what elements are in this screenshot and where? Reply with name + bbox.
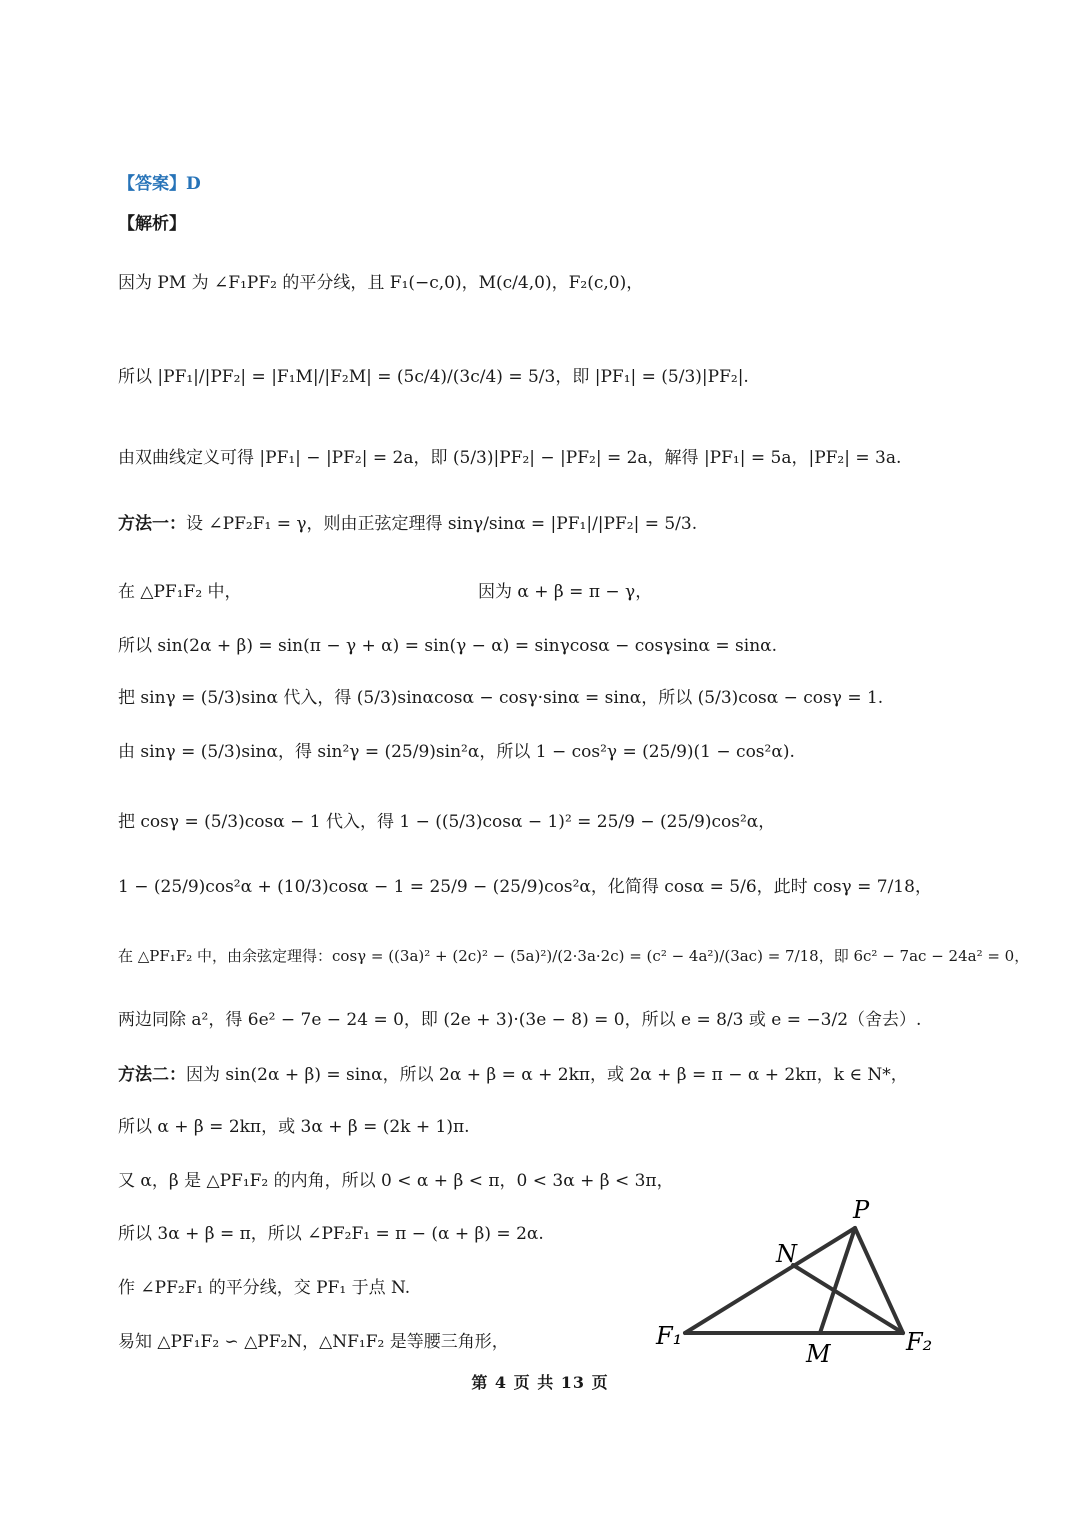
text-line: 把 sinγ = (5/3)sinα 代入，得 (5/3)sinαcosα − cosγ·sinα = sinα，所以 (5/3)cosα − cosγ = 1. xyxy=(118,688,884,708)
segment-f1-p xyxy=(685,1228,855,1333)
analysis-label: 【解析】 xyxy=(118,214,186,234)
text-line: 两边同除 a²，得 6e² − 7e − 24 = 0，即 (2e + 3)·(3e − 8) = 0，所以 e = 8/3 或 e = −3/2（舍去）. xyxy=(118,1010,922,1030)
text-line: 所以 3α + β = π，所以 ∠PF₂F₁ = π − (α + β) = 2α. xyxy=(118,1224,544,1244)
answer-value: D xyxy=(186,174,201,194)
text-line: 由双曲线定义可得 |PF₁| − |PF₂| = 2a，即 (5/3)|PF₂| − |PF₂| = 2a，解得 |PF₁| = 5a，|PF₂| = 3a. xyxy=(118,448,902,468)
text-line: 1 − (25/9)cos²α + (10/3)cosα − 1 = 25/9 − (25/9)cos²α，化简得 cosα = 5/6，此时 cosγ = 7/18， xyxy=(118,877,932,897)
triangle-figure xyxy=(650,1190,950,1380)
text-line: 所以 |PF₁|/|PF₂| = |F₁M|/|F₂M| = (5c/4)/(3c/4) = 5/3，即 |PF₁| = (5/3)|PF₂|. xyxy=(118,367,749,387)
label-f1: F₁ xyxy=(656,1322,683,1350)
text-line: 易知 △PF₁F₂ ∽ △PF₂N，△NF₁F₂ 是等腰三角形， xyxy=(118,1332,509,1352)
text-line: 因为 PM 为 ∠F₁PF₂ 的平分线，且 F₁(−c,0)，M(c/4,0)，F₂(c,0)， xyxy=(118,273,644,293)
label-p: P xyxy=(853,1196,870,1224)
text-line: 作 ∠PF₂F₁ 的平分线，交 PF₁ 于点 N. xyxy=(118,1278,411,1298)
text-line: 又 α，β 是 △PF₁F₂ 的内角，所以 0 < α + β < π，0 < 3α + β < 3π， xyxy=(118,1171,674,1191)
text-line: 在 △PF₁F₂ 中，由余弦定理得：cosγ = ((3a)² + (2c)² − (5a)²)/(2·3a·2c) = (c² − 4a²)/(3ac) = 7/18，即 6c² − 7ac − 24a² = 0， xyxy=(118,947,1030,965)
method-two-label: 方法二： xyxy=(118,1065,186,1085)
text-line: 所以 α + β = 2kπ，或 3α + β = (2k + 1)π. xyxy=(118,1117,470,1137)
method-one-label: 方法一： xyxy=(118,514,186,534)
segment-p-m xyxy=(820,1228,855,1333)
text-line: 由 sinγ = (5/3)sinα，得 sin²γ = (25/9)sin²α，所以 1 − cos²γ = (25/9)(1 − cos²α). xyxy=(118,742,795,762)
text-line: 设 ∠PF₂F₁ = γ，则由正弦定理得 sinγ/sinα = |PF₁|/|PF₂| = 5/3. xyxy=(186,514,698,534)
text-line: 在 △PF₁F₂ 中， xyxy=(118,582,242,602)
method-two-line xyxy=(118,1065,908,1085)
text-line: 因为 α + β = π − γ， xyxy=(478,582,653,602)
label-m: M xyxy=(806,1340,831,1368)
method-one-line xyxy=(118,514,697,534)
label-n: N xyxy=(776,1240,797,1268)
text-line: 把 cosγ = (5/3)cosα − 1 代入，得 1 − ((5/3)cosα − 1)² = 25/9 − (25/9)cos²α， xyxy=(118,812,776,832)
text-line: 因为 sin(2α + β) = sinα，所以 2α + β = α + 2kπ，或 2α + β = π − α + 2kπ，k ∈ N*， xyxy=(186,1065,908,1085)
answer-line xyxy=(118,174,201,194)
answer-label: 【答案】 xyxy=(118,174,186,194)
text-line: 所以 sin(2α + β) = sin(π − γ + α) = sin(γ − α) = sinγcosα − cosγsinα = sinα. xyxy=(118,636,778,656)
label-f2: F₂ xyxy=(906,1328,933,1356)
page-footer: 第 4 页 共 13 页 xyxy=(471,1373,609,1392)
